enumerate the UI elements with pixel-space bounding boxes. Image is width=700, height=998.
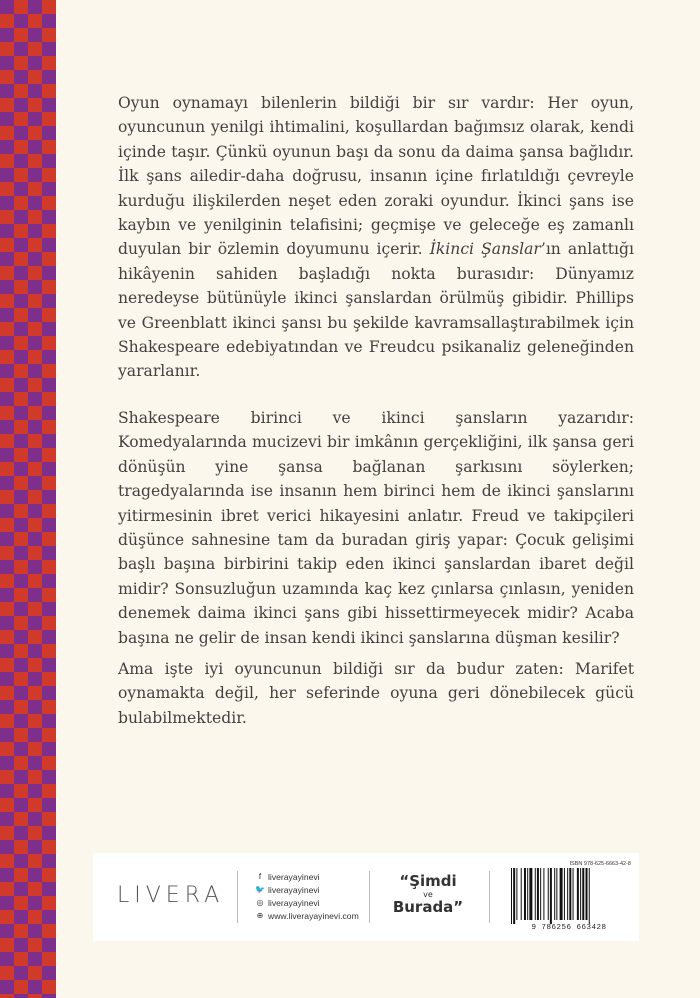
social-links [255,870,359,922]
barcode-bar [586,868,588,920]
barcode-bar [513,868,515,924]
barcode-bar [516,868,517,920]
globe-icon: ⊕ [256,911,264,920]
barcode-bar [524,868,526,920]
barcode-bar [521,868,522,920]
book-title-italic: İkinci Şanslar [429,240,541,259]
barcode-bar [569,868,571,920]
barcode-bar [573,868,574,920]
paragraph-1-lead: Oyun oynamayı bilenlerin bildiği bir sır vardır: Her oyun, oyuncunun yenilgi ihtimalini, koşullardan bağımsız olarak, kendi içinde taşır. Çünkü oyunun başı da sonu da daima şansa bağlıdır. İlk şans ailedir-daha doğrusu, insanın içine fırlatıldığı çevreyle kurduğu ilişkilerden neşet eden zoraki oyundur. İkinci şans ise kaybın ve yenilginin telafisini; geçmişe ve geleceğe eş zamanlı duyulan bir özlemin doyumunu içerir. [118,94,634,259]
footer-divider-1 [237,871,238,923]
barcode-bar [527,868,528,920]
barcode-bar [564,868,565,920]
barcode-bar [540,868,541,920]
barcode-bar [582,868,584,920]
livera-logo: LIVERA [117,883,225,908]
barcode-bar [511,868,512,924]
barcode-bar [550,868,552,924]
social-label: liverayayinevi [268,871,320,882]
checkered-border [0,0,56,998]
twitter-icon: 🐦 [255,885,265,894]
social-label: www.liverayayinevi.com [268,910,359,921]
slogan [383,873,473,916]
barcode-bar [554,868,555,920]
social-website[interactable] [255,909,359,922]
publisher-footer [93,853,639,941]
barcode-digits: 9 786256 663428 [531,924,607,932]
barcode-bar [577,868,579,920]
slogan-bottom: Burada” [392,898,464,916]
barcode-bar [537,868,539,920]
barcode-bar [567,868,568,920]
paragraph-2-text: Shakespeare birinci ve ikinci şansların yazarıdır: Komedyalarında mucizevi bir imkânın gerçekliğini, ilk şansa geri dönüşün yine şansa bağlanan şarkısını söylerken; tragedyalarında ise insanın hem birinci hem de ikinci şanslarını yitirmesinin ibret verici hikayesini anlatır. Freud ve takipçileri düşünce sahnesine tam da buradan giriş yapar: Çocuk gelişimi başlı başına birbirini takip eden ikinci şanslardan ibaret değil midir? Sonsuzluğun uzamında kaç kez çınlarsa çınlasın, yeniden denemek daima ikinci şans gibi hissettirmeyecek midir? Acaba başına ne gelir de insan kendi ikinci şanslarına düşman kesilir? [118,409,634,647]
paragraph-2 [118,406,634,650]
barcode-bar [529,868,532,920]
isbn-barcode [507,861,631,933]
barcode-bar [580,868,581,920]
paragraph-1 [118,91,634,384]
paragraph-3-text: Ama işte iyi oyuncunun bildiği sır da budur zaten: Marifet oynamakta değil, her seferinde oyuna geri dönebilecek gücü bulabilmektedir. [118,660,634,727]
social-label: liverayayinevi [268,884,320,895]
facebook-icon: f [258,872,262,881]
slogan-mid: ve [423,890,433,899]
slogan-top: “Şimdi [399,872,457,890]
footer-divider-2 [369,871,370,923]
social-facebook[interactable] [255,870,359,883]
paragraph-1-tail: ’ın anlattığı hikâyenin sahiden başladığı nokta burasıdır: Dünyamız neredeyse bütünüyle ikinci şanslardan örülmüş gibidir. Phillips ve Greenblatt ikinci şansı bu şekilde kavramsallaştırabilmek için Shakespeare edebiyatından ve Freudcu psikanaliz geleneğinden yararlanır. [118,240,634,381]
barcode-bar [548,868,549,920]
barcode-bar [556,868,557,920]
footer-divider-3 [489,871,490,923]
barcode-bar [535,868,536,920]
instagram-icon: ◎ [256,898,264,907]
social-label: liverayayinevi [268,897,320,908]
social-twitter[interactable] [255,883,359,896]
social-instagram[interactable] [255,896,359,909]
barcode-bars [507,868,631,924]
barcode-bar [589,868,590,924]
barcode-bar [543,868,544,920]
barcode-bar [560,868,563,920]
paragraph-3 [118,657,634,730]
isbn-label: ISBN 978-625-6663-42-8 [569,861,631,867]
